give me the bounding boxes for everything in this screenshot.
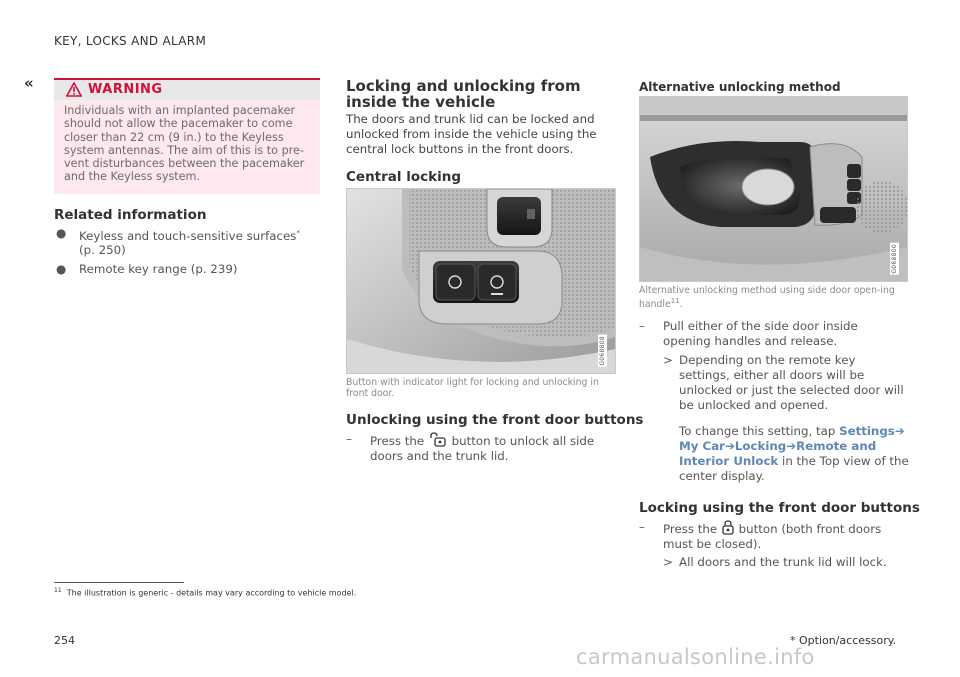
unlock-step-pre: Press the [370,434,425,448]
footnote-divider [54,582,184,583]
footnote [54,587,356,598]
image-code: G068800 [891,244,898,274]
arrow-right-icon: ➔ [724,439,735,453]
page-number: 254 [54,634,75,647]
unlock-step: – Press the button to unlock all side doors and the trunk lid. [346,432,595,463]
lock-button-icon [721,520,735,535]
lock-step: – Press the button (both front doors must be closed). [639,520,882,551]
alt-unlock-heading: Alternative unlocking method [639,80,841,94]
warning-header [54,78,320,100]
warning-triangle-icon [66,82,82,97]
page-header: KEY, LOCKS AND ALARM [54,34,207,48]
door-handle-photo [639,96,908,282]
related-item-label: Keyless and touch-sensitive surfaces [79,228,297,243]
path-remote-link[interactable]: Remote and Interior Unlock [679,439,877,468]
central-locking-heading: Central locking [346,169,462,185]
intro-text: The doors and trunk lid can be locked and unlocked from inside the vehicle using the central lock buttons in the front doors. [346,112,597,156]
arrow-right-icon: ➔ [894,424,905,438]
image-caption: Alternative unlocking method using side door open-ing handle$^{11}$. [639,285,895,311]
bullet-icon: ● [56,226,67,240]
central-lock-photo [346,188,616,374]
step-text: Pull either of the side door inside opening handles and release. [663,319,858,348]
image-caption: Button with indicator light for locking and unlocking in front door. [346,377,599,399]
related-heading: Related information [54,207,207,223]
image-code: G068808 [599,336,606,366]
caption-text: Alternative unlocking method using side door open-ing handle [639,285,895,311]
path-locking-link[interactable]: Locking [734,439,787,453]
door-panel-illustration [347,189,615,373]
footnote-text: The illustration is generic - details may vary according to vehicle model. [66,588,357,598]
path-settings-link[interactable]: Settings [839,424,895,438]
unlock-step-post: button to unlock all side doors and the trunk lid. [370,434,595,463]
warning-body: Individuals with an implanted pacemaker should not allow the pacemaker to come closer than 22 cm (9 in.) to the Keyless system antennas. The aim of this is to pre-vent disturbances between the pacemaker and the Keyless system. [54,100,320,194]
related-item-page: (p. 250) [79,243,126,258]
step-result: > Depending on the remote key settings, either all doors will be unlocked or just the selected door will be unlocked and opened. [663,353,908,417]
arrow-right-icon: ➔ [786,439,797,453]
watermark: carmanualsonline.info [576,645,815,669]
section-title: Locking and unlocking from inside the vehicle [346,77,581,111]
option-star: * [296,229,300,237]
related-item[interactable] [56,262,320,278]
lock-step-pre: Press the [663,522,718,536]
result-text: Depending on the remote key settings, either all doors will be unlocked or just the selected door will be unlocked and opened. [679,353,904,412]
change-post: in the Top view of the center display. [679,454,909,483]
warning-title: WARNING [88,82,163,97]
step-pull-handle: – Pull either of the side door inside opening handles and release. [639,319,907,351]
unlock-button-icon [428,432,448,447]
footnote-ref[interactable]: 11 [670,297,680,305]
result-text: All doors and the trunk lid will lock. [679,555,887,569]
lock-heading: Locking using the front door buttons [639,500,920,516]
change-pre: To change this setting, tap [679,424,836,438]
settings-path-text [679,424,909,484]
path-mycar-link[interactable]: My Car [679,439,725,453]
footnote-number: 11 [54,587,62,594]
back-chevron-icon[interactable]: « [24,74,32,92]
door-handle-illustration [640,97,907,281]
related-item[interactable] [56,226,320,258]
option-note: * Option/accessory. [790,634,897,647]
related-item-label: Remote key range (p. 239) [79,262,238,276]
unlock-heading: Unlocking using the front door buttons [346,412,644,428]
lock-step-post: button (both front doors must be closed). [663,522,882,551]
bullet-icon: ● [56,262,67,276]
